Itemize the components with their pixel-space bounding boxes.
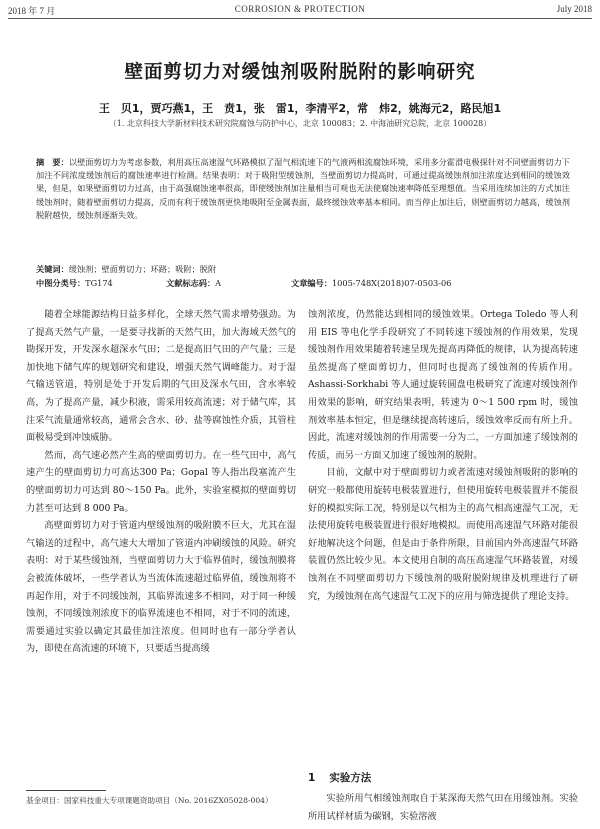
keywords — [36, 264, 570, 275]
affiliation: （1. 北京科技大学新材料技术研究院腐蚀与防护中心，北京 100083；2. 中海油研究总院，北京 100028） — [108, 119, 492, 128]
article-id-label: 文章编号： — [291, 278, 332, 288]
header-journal: CORROSION & PROTECTION — [234, 4, 366, 14]
header-rule — [8, 18, 592, 19]
body-paragraph: 蚀剂浓度，仍然能达到相同的缓蚀效果。Ortega Toledo 等人利用 EIS 等电化学手段研究了不同转速下缓蚀剂的作用效果，发现缓蚀剂作用效果随着转速呈现先提高再降低的规律，认为提高转速虽然提高了壁面剪切力，但同时也提高了缓蚀剂的传质作用。Ashassi-Sorkhabi 等人通过旋转圆盘电极研究了流速对缓蚀剂作用效果的影响，研究结果表明，转速为 0～1 500 rpm 时，缓蚀剂效率基本恒定，但是继续提高转速后，缓蚀效率反而有所上升。因此，流速对缓蚀剂的作用需要一分为二，一方面加速了缓蚀剂的传质，而另一方面又加速了缓蚀剂的脱附。 — [308, 309, 578, 461]
paper-title: 壁面剪切力对缓蚀剂吸附脱附的影响研究 — [124, 62, 476, 83]
abstract-label: 摘 要： — [36, 157, 69, 167]
keywords-text: 缓蚀剂；壁面剪切力；环路；吸附；脱附 — [68, 264, 217, 274]
clc-value: TG174 — [85, 278, 113, 288]
clc-label: 中图分类号： — [36, 278, 86, 288]
body-paragraph: 实验所用气相缓蚀剂取自于某深海天然气田在用缓蚀剂。实验所用试样材质为碳钢，实验溶液 — [308, 793, 578, 822]
section-body — [308, 790, 578, 825]
header-date: 2018 年 7 月 — [8, 6, 56, 16]
running-header — [8, 2, 592, 18]
doc-code-value: A — [215, 278, 222, 288]
section-number: 1 — [308, 772, 316, 784]
header-date-en: July 2018 — [556, 4, 592, 14]
body-paragraph: 目前，文献中对于壁面剪切力或者流速对缓蚀剂吸附的影响的研究一般都使用旋转电极装置进行，但使用旋转电极装置并不能很好的模拟实际工况，特别是以气相为主的高气相高速湿气工况，无法使用旋转电极装置进行很好地模拟。而使用高速湿气环路对能很好地解决这个问题，但是由于条件所限，目前国内外高速湿气环路装置仍然比较少见。本文使用自制的高压高速湿气环路装置，对缓蚀剂在不同壁面剪切力下缓蚀剂的吸附脱附规律及机理进行了研究，为缓蚀剂在高气速湿气工况下的应用与筛选提供了理论支持。 — [308, 467, 578, 602]
author-list: 王 贝1，贾巧燕1，王 贲1，张 雷1，李清平2，常 炜2，姚海元2，路民旭1 — [98, 102, 502, 115]
footnote-rule — [26, 790, 106, 791]
body-paragraph: 然而，高气速必然产生高的壁面剪切力。在一些气田中，高气速产生的壁面剪切力可高达300 Pa；Gopal 等人指出段塞流产生的壁面剪切力可达到 80～150 Pa。此外，实验室模拟的壁面剪切力甚至可达到 8 000 Pa。 — [26, 449, 296, 514]
keywords-label: 关键词： — [36, 264, 69, 274]
abstract — [36, 156, 570, 222]
body-paragraph: 高壁面剪切力对于管道内壁缓蚀剂的吸附膜不巨大，尤其在湿气输送的过程中，高气速大大增加了管道内冲刷缓蚀的风险。研究表明：对于某些缓蚀剂，当壁面剪切力大于临界值时，缓蚀剂膜将会被流体破坏，一些学者认为当流体流速超过临界值，缓蚀剂将不再起作用，对于不同缓蚀剂，其临界流速多不相同，对于同一种缓蚀剂，不同缓蚀剂浓度下的临界流速也不相同，对于不同的流速，需要通过实验以确定其最佳加注浓度。但同时也有一部分学者认为，即使在高流速的环境下，只要适当提高缓 — [26, 520, 296, 655]
section-title: 实验方法 — [329, 772, 372, 784]
article-id-value: 1005-748X(2018)07-0503-06 — [331, 278, 452, 288]
section-heading — [308, 770, 385, 785]
doc-code-label: 文献标志码： — [166, 278, 216, 288]
left-column — [26, 306, 296, 658]
body-paragraph: 随着全球能源结构日益多样化，全球天然气需求增势强劲。为了提高天然气产量，一是要寻找新的天然气田，加大海域天然气的勘探开发，开发深水超深水气田；二是提高旧气田的产气量；三是加快地下储气库的规划研究和建设，增强天然气调峰能力。对于湿气输送管道，特别是处于开发后期的气田及深水气田，含水率较高，为了提高产量，减少积液，需采用较高流速；对于储气库，其注采气流量通常较高，通常会含水、砂、盐等腐蚀性介质，其管柱面极易受到冲蚀威胁。 — [26, 309, 296, 444]
footnote-funding: 基金项目：国家科技重大专项课题资助项目（No. 2016ZX05028-004） — [26, 796, 273, 805]
right-column — [308, 306, 578, 605]
abstract-text: 以壁面剪切力为考虑参数，利用高压高速湿气环路模拟了湿气相流速下的气液两相流腐蚀环境，采用多分霍滑电极探针对不同壁面剪切力下加注不同浓度缓蚀剂后的腐蚀速率进行检测。结果表明：对于吸附型缓蚀剂，当壁面剪切力提高时，可通过提高缓蚀剂加注浓度达到相同的缓蚀效果，但是，如果壁面剪切力过高，由于高强腐蚀速率很高，即使缓蚀剂加注量相当可观也无法使腐蚀速率降低至理想值。当采用连续加注的方式加注缓蚀剂时，随着壁面剪切力提高，反而有利于缓蚀剂更快地吸附至金属表面，最终缓蚀效率基本相同。而当停止加注后，则壁面剪切力越高，缓蚀剂脱附越快，缓蚀剂逐渐失效。 — [36, 157, 570, 220]
